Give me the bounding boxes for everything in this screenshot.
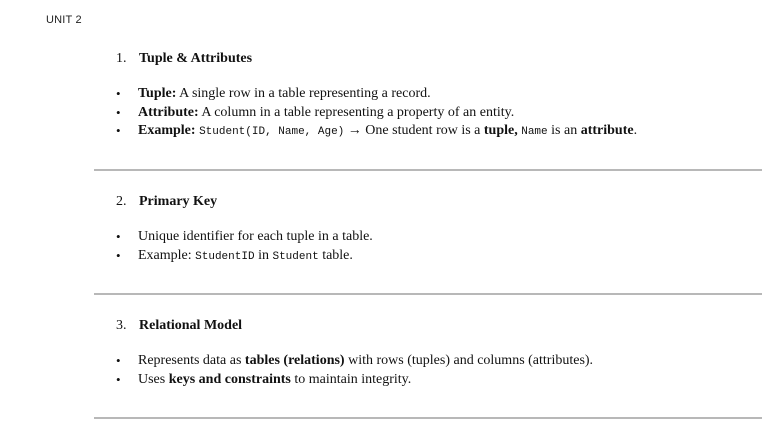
bullet-icon: •: [116, 371, 121, 387]
divider: [94, 293, 762, 295]
divider: [94, 169, 762, 171]
text: table.: [318, 247, 353, 263]
bullet-icon: •: [116, 104, 121, 120]
text: with rows (tuples) and columns (attributes).: [344, 353, 594, 368]
list-item: [94, 371, 762, 390]
term: Attribute:: [138, 104, 199, 120]
term: Tuple:: [138, 86, 177, 101]
section-title: Relational Model: [139, 318, 243, 333]
list-item: [94, 228, 762, 247]
text: in: [254, 247, 273, 263]
bullet-list: [94, 228, 762, 265]
bullet-icon: •: [116, 247, 121, 263]
list-item: [94, 352, 762, 371]
bullet-list: [94, 352, 762, 389]
text: → One student row is a: [344, 123, 484, 138]
section-heading: [116, 193, 762, 211]
section-primary-key: [94, 193, 762, 265]
section-title: Primary Key: [139, 194, 218, 209]
bullet-icon: •: [116, 86, 121, 101]
section-tuple-attributes: [94, 50, 762, 141]
code-snippet: StudentID: [195, 250, 255, 263]
bullet-icon: •: [116, 229, 121, 244]
section-heading: [116, 317, 762, 335]
unit-label: UNIT 2: [46, 14, 82, 26]
text: Example:: [138, 247, 196, 263]
list-item: [94, 122, 762, 141]
code-snippet: Name: [521, 126, 548, 138]
section-relational-model: [94, 317, 762, 389]
section-number: 1.: [116, 51, 127, 66]
code-snippet: Student(ID, Name, Age): [199, 126, 345, 138]
list-item: [94, 104, 762, 123]
term: attribute: [580, 123, 634, 138]
text: to maintain integrity.: [290, 371, 412, 387]
term: tables (relations): [244, 353, 345, 368]
section-heading: [116, 50, 762, 68]
section-title: Tuple & Attributes: [139, 51, 253, 66]
definition: A single row in a table representing a record.: [176, 86, 431, 101]
code-snippet: Student: [272, 250, 319, 263]
definition: A column in a table representing a property of an entity.: [198, 104, 515, 120]
text: is an: [547, 123, 581, 138]
text: Unique identifier for each tuple in a table.: [138, 229, 373, 244]
bullet-icon: •: [116, 123, 121, 138]
text: Represents data as: [138, 353, 245, 368]
term: Example:: [138, 123, 196, 138]
text: .: [633, 123, 638, 138]
divider: [94, 417, 762, 419]
bullet-list: [94, 85, 762, 141]
term: keys and constraints: [168, 371, 291, 387]
bullet-icon: •: [116, 353, 121, 368]
list-item: [94, 247, 762, 266]
section-number: 3.: [116, 318, 127, 333]
term: tuple,: [483, 123, 518, 138]
section-number: 2.: [116, 194, 127, 209]
list-item: [94, 85, 762, 104]
text: Uses: [138, 371, 169, 387]
